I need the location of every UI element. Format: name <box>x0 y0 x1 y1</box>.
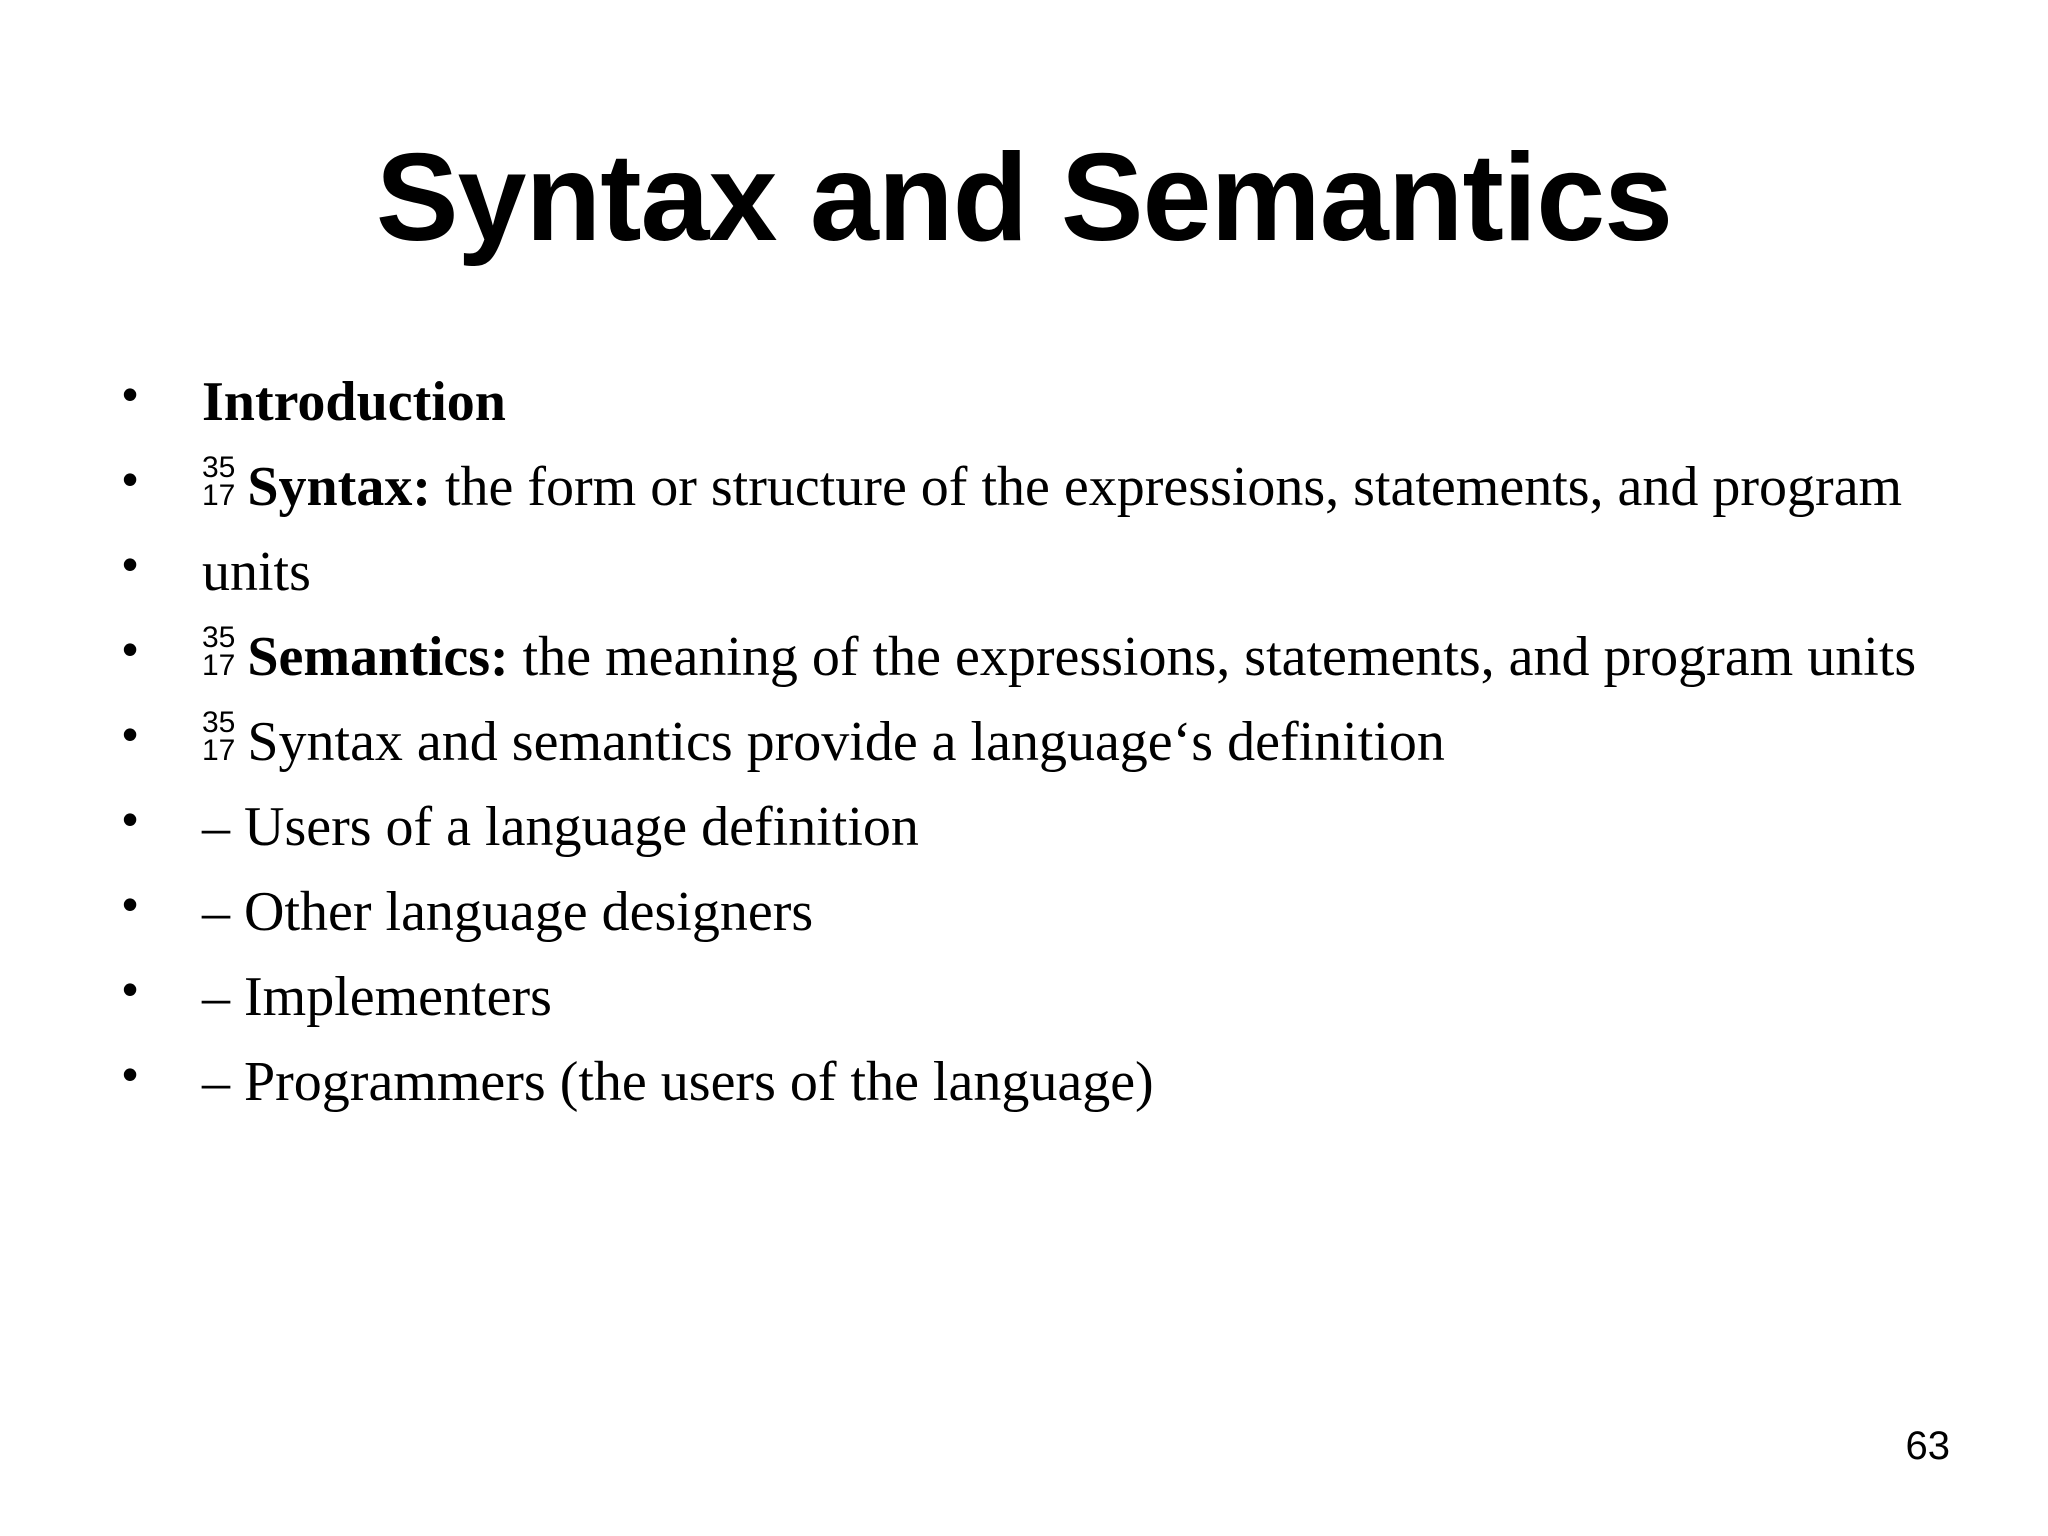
bullet-icon: • <box>122 963 139 1015</box>
bullet-bold-text: Syntax: <box>247 456 431 518</box>
bullet-item-definition <box>0 708 2048 777</box>
bullet-item-introduction <box>0 368 2048 437</box>
bullet-icon: • <box>122 623 139 675</box>
bullet-text: – Programmers (the users of the language) <box>202 1051 1154 1113</box>
bullet-item-implementers <box>0 963 2048 1032</box>
bullet-item-users <box>0 793 2048 862</box>
page-number: 63 <box>1905 1424 1950 1468</box>
slide-title: Syntax and Semantics <box>375 129 1673 267</box>
bullet-item-semantics <box>0 623 2048 692</box>
prefix-bottom: 17 <box>202 649 236 682</box>
bullet-text: Syntax and semantics provide a language‘s definition <box>247 711 1445 773</box>
prefix-bottom: 17 <box>202 734 236 767</box>
bullet-text: – Implementers <box>202 966 552 1028</box>
bullet-icon: • <box>122 538 139 590</box>
bullet-item-units <box>0 538 2048 607</box>
bullet-icon: • <box>122 793 139 845</box>
bullet-icon: • <box>122 453 139 505</box>
bullet-bold-text: Semantics: <box>247 626 509 688</box>
stacked-number-prefix <box>202 451 236 512</box>
bullet-icon: • <box>122 708 139 760</box>
bullet-item-programmers <box>0 1048 2048 1117</box>
bullet-text: units <box>202 541 311 603</box>
prefix-top: 35 <box>202 451 236 484</box>
prefix-top: 35 <box>202 621 236 654</box>
bullet-text: – Users of a language definition <box>202 796 919 858</box>
prefix-bottom: 17 <box>202 479 236 512</box>
bullet-text: – Other language designers <box>202 881 814 943</box>
bullet-item-designers <box>0 878 2048 947</box>
bullet-icon: • <box>122 368 139 420</box>
bullet-icon: • <box>122 878 139 930</box>
bullet-text: the form or structure of the expressions, statements, and program <box>430 456 1903 518</box>
prefix-top: 35 <box>202 706 236 739</box>
bullet-icon: • <box>122 1048 139 1100</box>
stacked-number-prefix <box>202 706 236 767</box>
bullet-item-syntax <box>0 453 2048 522</box>
bullet-bold-text: Introduction <box>202 371 506 433</box>
bullet-list <box>0 368 2048 1133</box>
bullet-text: the meaning of the expressions, statements, and program units <box>508 626 1917 688</box>
stacked-number-prefix <box>202 621 236 682</box>
